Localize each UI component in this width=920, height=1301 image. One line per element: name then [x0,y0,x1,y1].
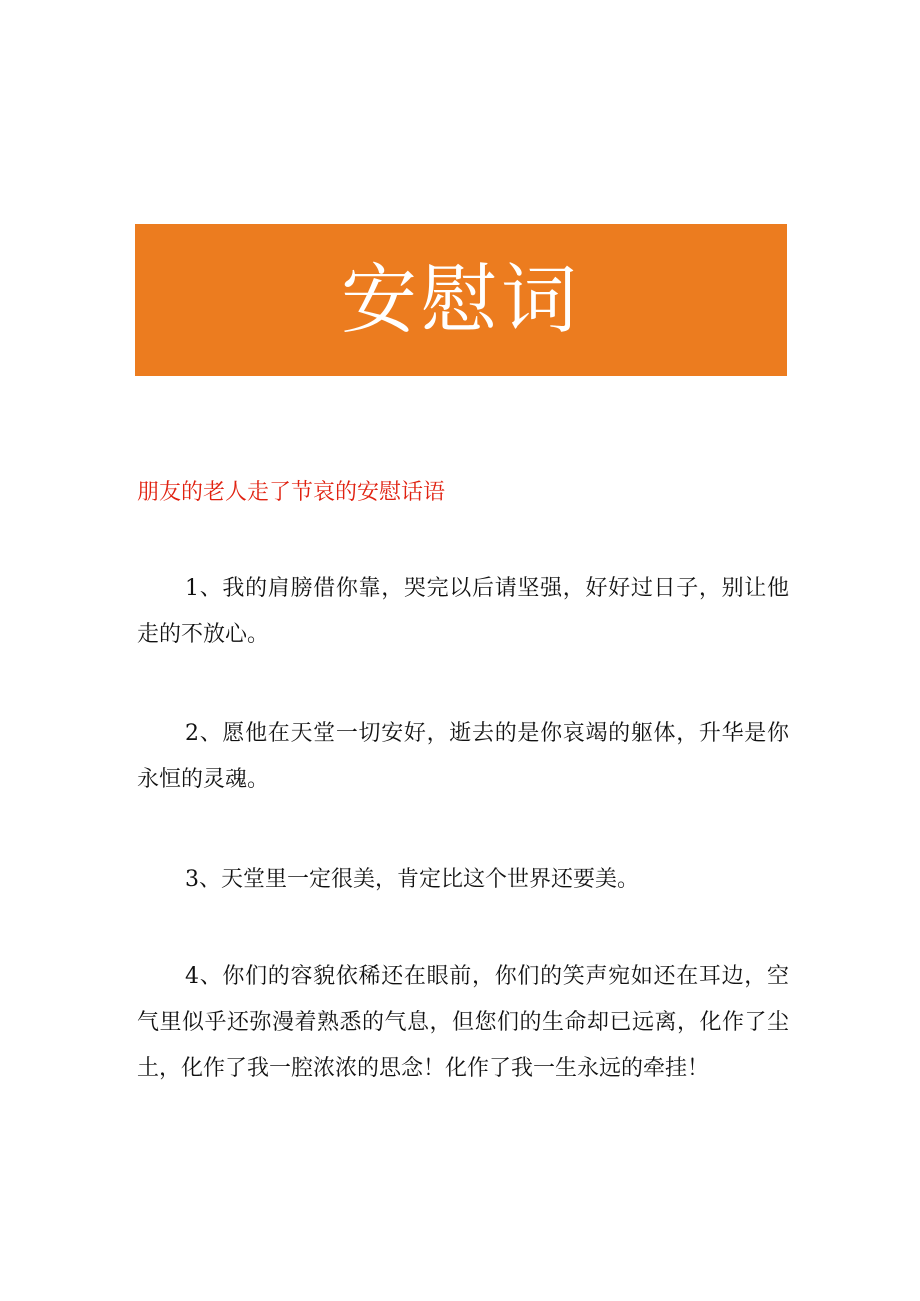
paragraph-4: 4、你们的容貌依稀还在眼前，你们的笑声宛如还在耳边，空气里似乎还弥漫着熟悉的气息，但您们的生命却已远离，化作了尘土，化作了我一腔浓浓的思念！化作了我一生永远的牵挂！ [137,964,789,1081]
page-title: 安慰词 [341,255,581,344]
title-banner [135,224,787,376]
paragraph-3: 3、天堂里一定很美，肯定比这个世界还要美。 [185,867,639,892]
paragraph-1: 1、我的肩膀借你靠，哭完以后请坚强，好好过日子，别让他走的不放心。 [137,576,789,647]
paragraph-2: 2、愿他在天堂一切安好，逝去的是你哀竭的躯体，升华是你永恒的灵魂。 [137,721,789,792]
section-heading: 朋友的老人走了节哀的安慰话语 [137,480,446,505]
